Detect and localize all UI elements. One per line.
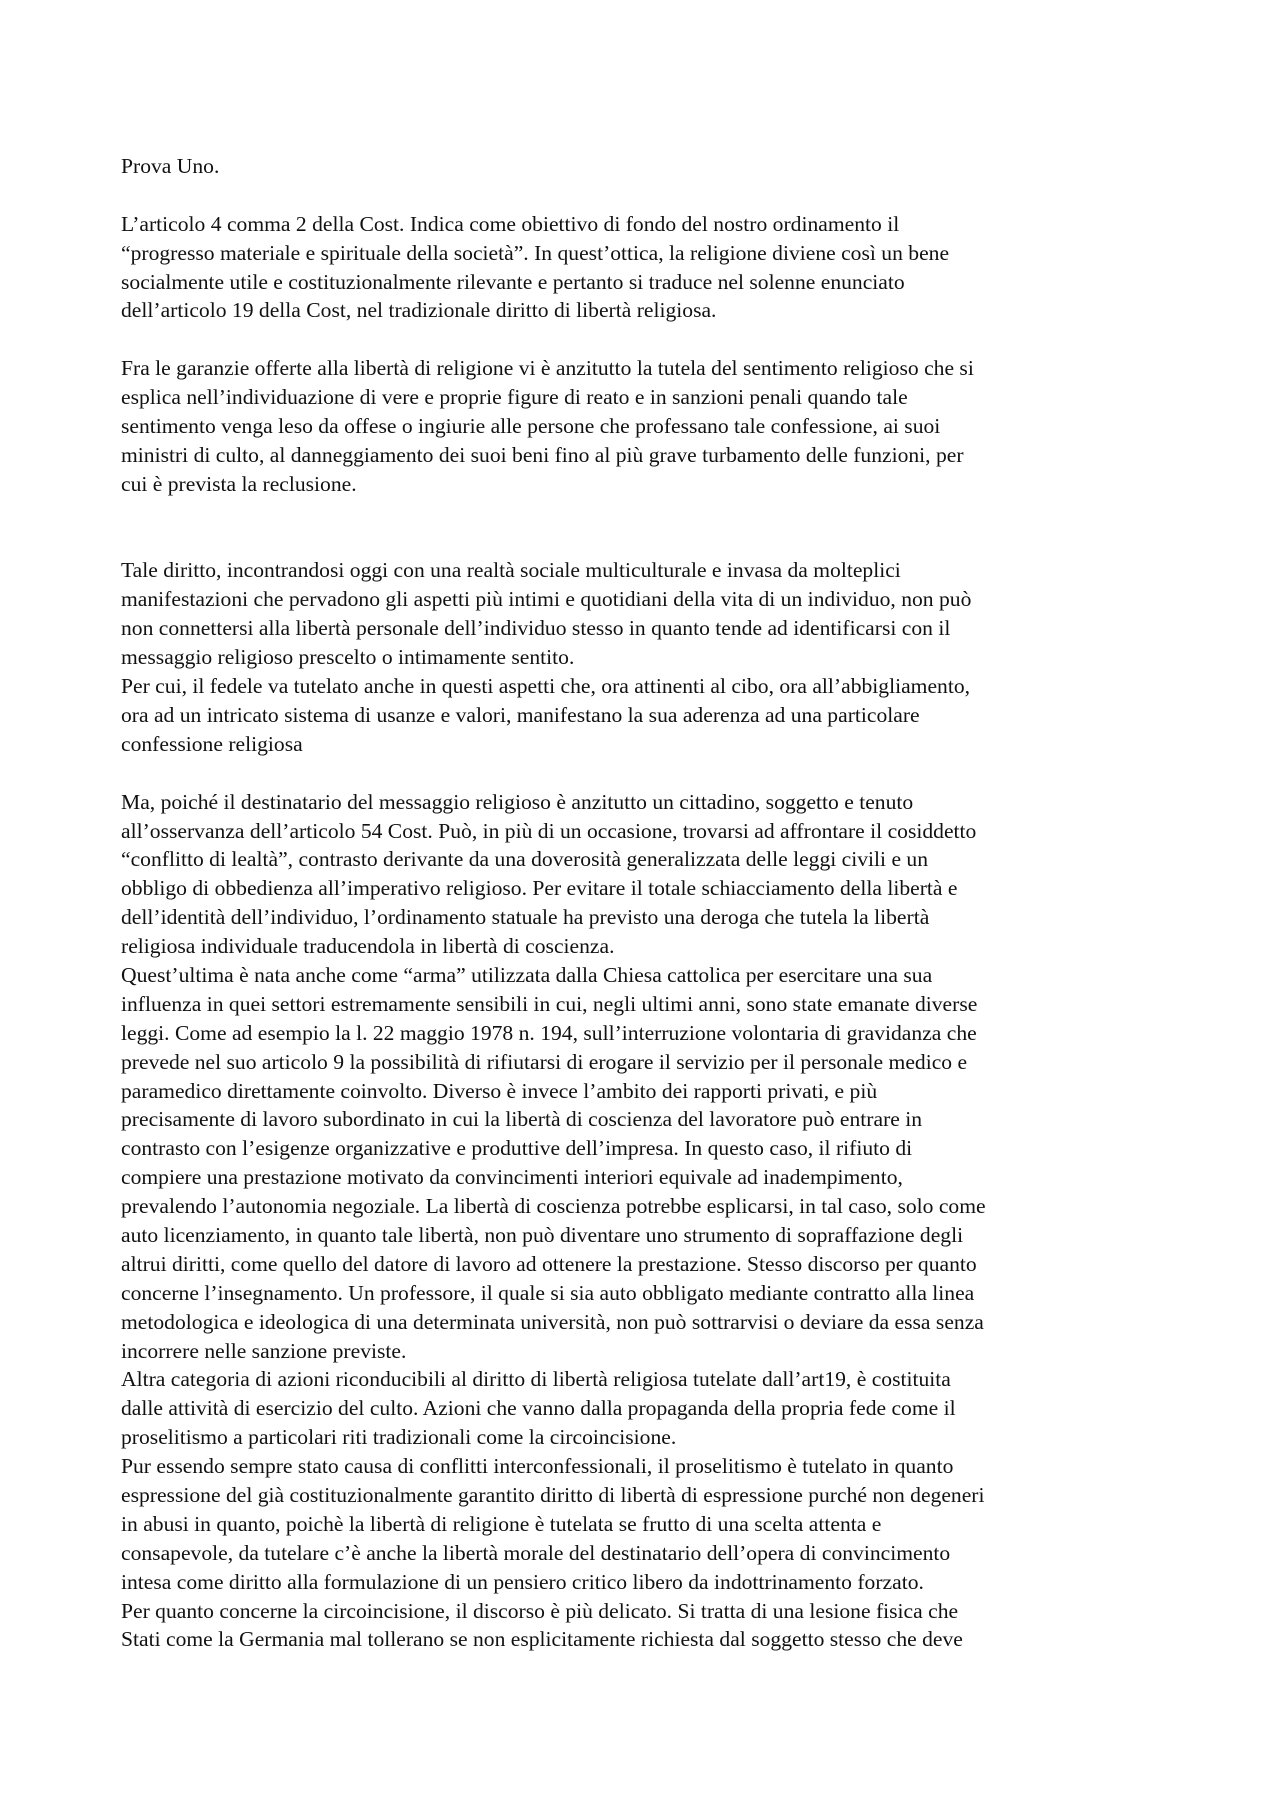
- paragraph-4: [121, 788, 1166, 1655]
- text-line: dell’identità dell’individuo, l’ordinamento statuale ha previsto una deroga che tutela la libertà: [121, 905, 930, 930]
- text-line: Tale diritto, incontrandosi oggi con una realtà sociale multiculturale e invasa da molteplici: [121, 558, 901, 583]
- text-line: religiosa individuale traducendola in libertà di coscienza.: [121, 934, 615, 959]
- paragraph-spacer: [121, 499, 1166, 557]
- text-line: leggi. Come ad esempio la l. 22 maggio 1978 n. 194, sull’interruzione volontaria di gravidanza che: [121, 1020, 977, 1045]
- text-line: Per cui, il fedele va tutelato anche in questi aspetti che, ora attinenti al cibo, ora all’abbigliamento,: [121, 674, 971, 699]
- text-line: compiere una prestazione motivato da convincimenti interiori equivale ad inadempimento,: [121, 1165, 903, 1190]
- text-line: “conflitto di lealtà”, contrasto derivante da una doverosità generalizzata delle leggi civili e un: [121, 847, 929, 872]
- text-line: concerne l’insegnamento. Un professore, il quale si sia auto obbligato mediante contratto alla linea: [121, 1280, 975, 1305]
- text-line: obbligo di obbedienza all’imperativo religioso. Per evitare il totale schiacciamento della libertà e: [121, 876, 958, 901]
- text-line: socialmente utile e costituzionalmente rilevante e pertanto si traduce nel solenne enunciato: [121, 269, 905, 294]
- text-line: esplica nell’individuazione di vere e proprie figure di reato e in sanzioni penali quando tale: [121, 385, 908, 410]
- text-line: manifestazioni che pervadono gli aspetti più intimi e quotidiani della vita di un individuo, non può: [121, 587, 972, 612]
- text-line: intesa come diritto alla formulazione di un pensiero critico libero da indottrinamento forzato.: [121, 1569, 924, 1594]
- text-line: confessione religiosa: [121, 731, 303, 756]
- text-line: “progresso materiale e spirituale della società”. In quest’ottica, la religione diviene così un bene: [121, 240, 950, 265]
- text-line: L’articolo 4 comma 2 della Cost. Indica come obiettivo di fondo del nostro ordinamento il: [121, 211, 900, 236]
- text-line: messaggio religioso prescelto o intimamente sentito.: [121, 645, 575, 670]
- text-line: incorrere nelle sanzione previste.: [121, 1338, 407, 1363]
- text-line: altrui diritti, come quello del datore di lavoro ad ottenere la prestazione. Stesso discorso per quanto: [121, 1251, 977, 1276]
- text-line: consapevole, da tutelare c’è anche la libertà morale del destinatario dell’opera di convincimento: [121, 1540, 951, 1565]
- text-line: all’osservanza dell’articolo 54 Cost. Può, in più di un occasione, trovarsi ad affrontare il cosiddetto: [121, 818, 977, 843]
- paragraph-3: [121, 556, 1166, 758]
- paragraph-spacer: [121, 181, 1166, 210]
- text-line: espressione del già costituzionalmente garantito diritto di libertà di espressione purché non degeneri: [121, 1482, 985, 1507]
- document-title: Prova Uno.: [121, 154, 220, 178]
- paragraph-spacer: [121, 325, 1166, 354]
- text-line: ministri di culto, al danneggiamento dei suoi beni fino al più grave turbamento delle funzioni, per: [121, 442, 964, 467]
- text-line: Pur essendo sempre stato causa di conflitti interconfessionali, il proselitismo è tutelato in quanto: [121, 1454, 954, 1479]
- text-line: Per quanto concerne la circoincisione, il discorso è più delicato. Si tratta di una lesione fisica che: [121, 1598, 959, 1623]
- text-line: non connettersi alla libertà personale dell’individuo stesso in quanto tende ad identificarsi con il: [121, 616, 951, 641]
- text-line: Fra le garanzie offerte alla libertà di religione vi è anzitutto la tutela del sentimento religioso che si: [121, 356, 974, 381]
- paragraph-1: [121, 210, 1166, 326]
- text-line: precisamente di lavoro subordinato in cui la libertà di coscienza del lavoratore può entrare in: [121, 1107, 923, 1132]
- text-line: dell’articolo 19 della Cost, nel tradizionale diritto di libertà religiosa.: [121, 298, 717, 323]
- text-line: dalle attività di esercizio del culto. Azioni che vanno dalla propaganda della propria fede come il: [121, 1396, 956, 1421]
- text-line: auto licenziamento, in quanto tale libertà, non può diventare uno strumento di sopraffazione degli: [121, 1222, 964, 1247]
- text-line: Stati come la Germania mal tollerano se non esplicitamente richiesta dal soggetto stesso che deve: [121, 1627, 963, 1652]
- paragraph-spacer: [121, 759, 1166, 788]
- text-line: Altra categoria di azioni riconducibili al diritto di libertà religiosa tutelate dall’art19, è costituita: [121, 1367, 951, 1392]
- text-line: in abusi in quanto, poichè la libertà di religione è tutelata se frutto di una scelta attenta e: [121, 1511, 882, 1536]
- document-page: [121, 152, 1166, 1654]
- text-line: proselitismo a particolari riti tradizionali come la circoincisione.: [121, 1425, 677, 1450]
- text-line: prevalendo l’autonomia negoziale. La libertà di coscienza potrebbe esplicarsi, in tal caso, solo come: [121, 1194, 986, 1219]
- text-line: cui è prevista la reclusione.: [121, 471, 357, 496]
- text-line: sentimento venga leso da offese o ingiurie alle persone che professano tale confessione, ai suoi: [121, 414, 941, 439]
- text-line: influenza in quei settori estremamente sensibili in cui, negli ultimi anni, sono state emanate diverse: [121, 991, 978, 1016]
- text-line: prevede nel suo articolo 9 la possibilità di rifiutarsi di erogare il servizio per il personale medico e: [121, 1049, 968, 1074]
- text-line: Ma, poiché il destinatario del messaggio religioso è anzitutto un cittadino, soggetto e tenuto: [121, 789, 914, 814]
- text-line: ora ad un intricato sistema di usanze e valori, manifestano la sua aderenza ad una particolare: [121, 702, 920, 727]
- text-line: paramedico direttamente coinvolto. Diverso è invece l’ambito dei rapporti privati, e più: [121, 1078, 878, 1103]
- text-line: contrasto con l’esigenze organizzative e produttive dell’impresa. In questo caso, il rifiuto di: [121, 1136, 913, 1161]
- paragraph-2: [121, 354, 1166, 498]
- text-line: metodologica e ideologica di una determinata università, non può sottrarvisi o deviare da essa senza: [121, 1309, 984, 1334]
- text-line: Quest’ultima è nata anche come “arma” utilizzata dalla Chiesa cattolica per esercitare una sua: [121, 962, 933, 987]
